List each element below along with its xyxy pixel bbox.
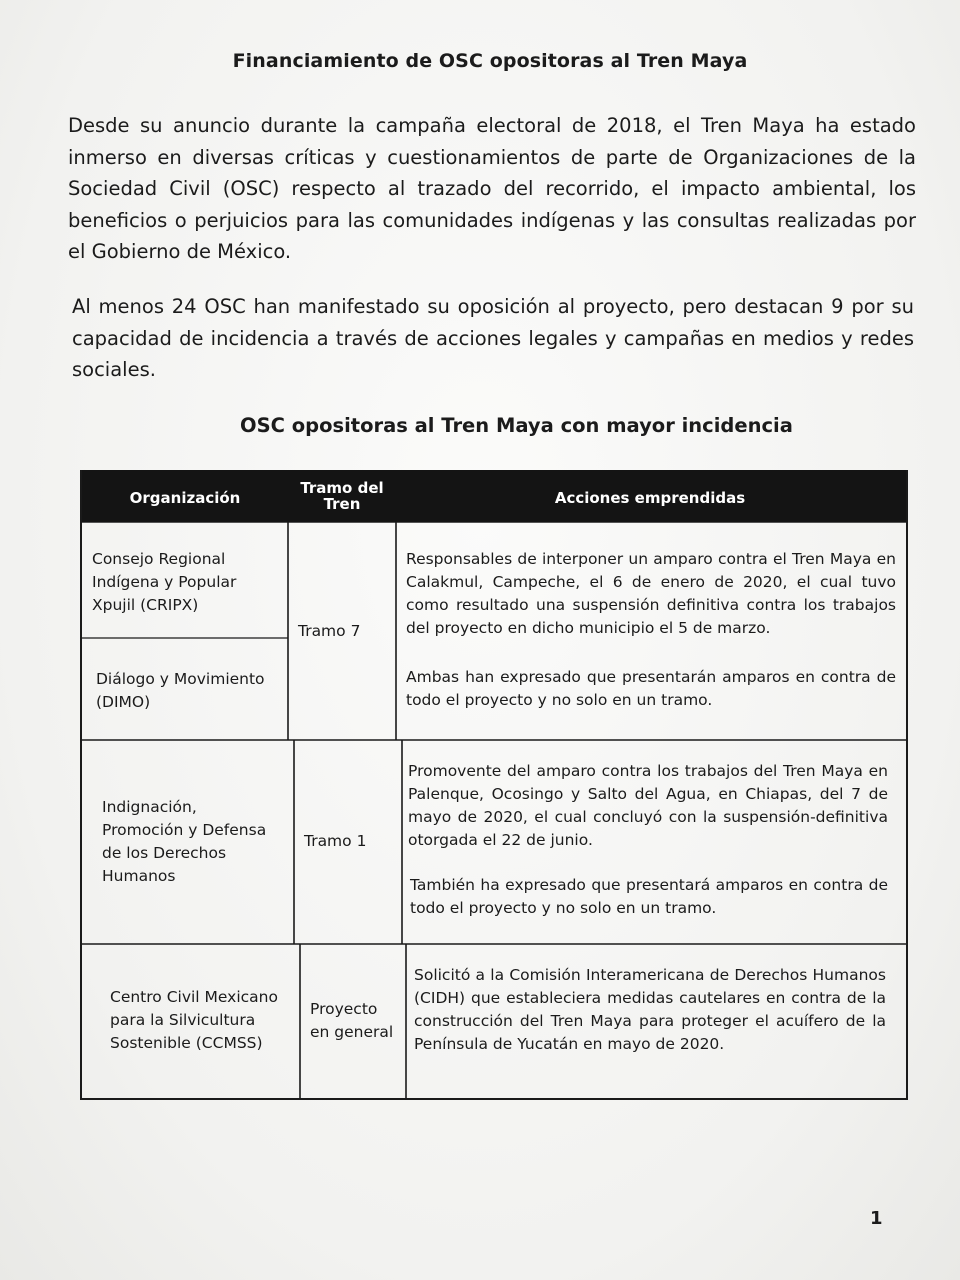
row-1-tramo: Tramo 7	[298, 622, 361, 640]
header-organization: Organización	[129, 489, 241, 507]
row-2-tramo: Tramo 1	[304, 832, 367, 850]
row-2-organization: Indignación, Promoción y Defensa de los Derechos Humanos	[102, 798, 267, 885]
table-title: OSC opositoras al Tren Maya con mayor incidencia	[240, 414, 793, 437]
page-number: 1	[870, 1208, 883, 1229]
row-3-action-1: Solicitó a la Comisión Interamericana de Derechos Humanos (CIDH) que estableciera medidas cautelares en contra de la construcción del Tren Maya para proteger el acuífero de la Península de Yucatán en mayo de 2020.	[414, 966, 886, 1053]
header-actions: Acciones emprendidas	[554, 489, 746, 507]
opposition-paragraph: Al menos 24 OSC han manifestado su oposición al proyecto, pero destacan 9 por su capacidad de incidencia a través de acciones legales y campañas en medios y redes sociales.	[72, 295, 914, 381]
row-3-tramo: Proyecto en general	[310, 1000, 394, 1041]
intro-paragraph: Desde su anuncio durante la campaña electoral de 2018, el Tren Maya ha estado inmerso en diversas críticas y cuestionamientos de parte de Organizaciones de la Sociedad Civil (OSC) respecto al trazado del recorrido, el impacto ambiental, los beneficios o perjuicios para las comunidades indígenas y las consultas realizadas por el Gobierno de México.	[68, 114, 916, 263]
organizations-table	[80, 470, 908, 1100]
document-title: Financiamiento de OSC opositoras al Tren Maya	[232, 50, 748, 72]
row-1-action-2: Ambas han expresado que presentarán amparos en contra de todo el proyecto y no solo en un tramo.	[406, 668, 896, 709]
header-tramo: Tramo del Tren	[300, 479, 384, 513]
row-1-organization-2: Diálogo y Movimiento (DIMO)	[96, 670, 265, 711]
row-3-organization: Centro Civil Mexicano para la Silvicultura Sostenible (CCMSS)	[110, 988, 278, 1052]
row-2-action-1: Promovente del amparo contra los trabajos del Tren Maya en Palenque, Ocosingo y Salto del Agua, en Chiapas, del 7 de mayo de 2020, el cual concluyó con la suspensión-definitiva otorgada el 22 de junio.	[408, 762, 888, 849]
row-1-action-1: Responsables de interponer un amparo contra el Tren Maya en Calakmul, Campeche, el 6 de enero de 2020, el cual tuvo como resultado una suspensión definitiva contra los trabajos del proyecto en dicho municipio el 5 de marzo.	[406, 550, 896, 637]
row-1-organization-1: Consejo Regional Indígena y Popular Xpujil (CRIPX)	[92, 550, 237, 614]
row-2-action-2: También ha expresado que presentará amparos en contra de todo el proyecto y no solo en un tramo.	[410, 876, 888, 917]
